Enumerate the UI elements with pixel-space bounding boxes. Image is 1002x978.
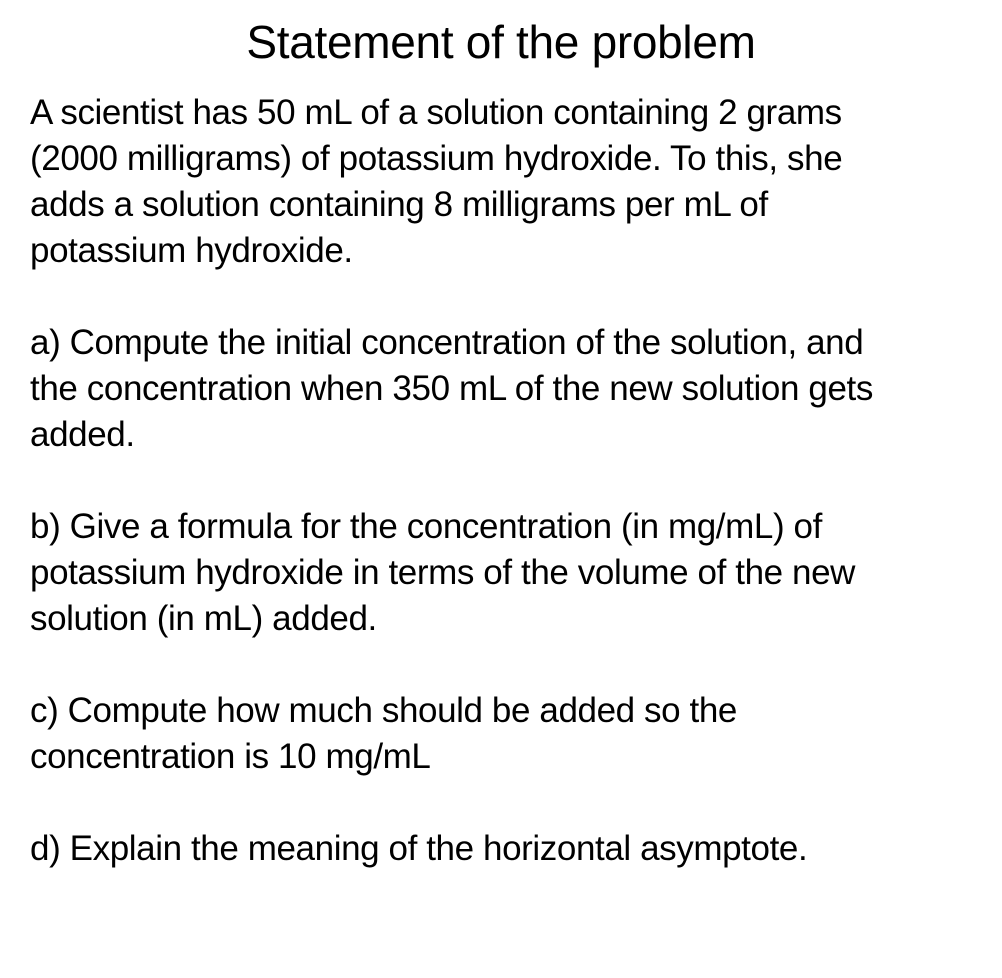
question-c: [30, 688, 980, 780]
problem-intro: [30, 90, 980, 274]
question-b: [30, 504, 980, 642]
intro-line: adds a solution containing 8 milligrams per mL of: [30, 185, 768, 224]
question-c-line: concentration is 10 mg/mL: [30, 737, 431, 776]
question-a-line: added.: [30, 415, 135, 454]
question-a-line: a) Compute the initial concentration of the solution, and: [30, 323, 864, 362]
question-b-line: solution (in mL) added.: [30, 599, 377, 638]
question-b-line: potassium hydroxide in terms of the volume of the new: [30, 553, 856, 592]
question-b-line: b) Give a formula for the concentration (in mg/mL) of: [30, 507, 822, 546]
intro-line: A scientist has 50 mL of a solution containing 2 grams: [30, 93, 842, 132]
question-d: [30, 826, 980, 872]
intro-line: potassium hydroxide.: [30, 231, 353, 270]
question-c-line: c) Compute how much should be added so the: [30, 691, 737, 730]
page-title: Statement of the problem: [246, 16, 756, 68]
intro-line: (2000 milligrams) of potassium hydroxide. To this, she: [30, 139, 843, 178]
question-a: [30, 320, 980, 458]
question-d-line: d) Explain the meaning of the horizontal asymptote.: [30, 829, 808, 868]
question-a-line: the concentration when 350 mL of the new solution gets: [30, 369, 873, 408]
